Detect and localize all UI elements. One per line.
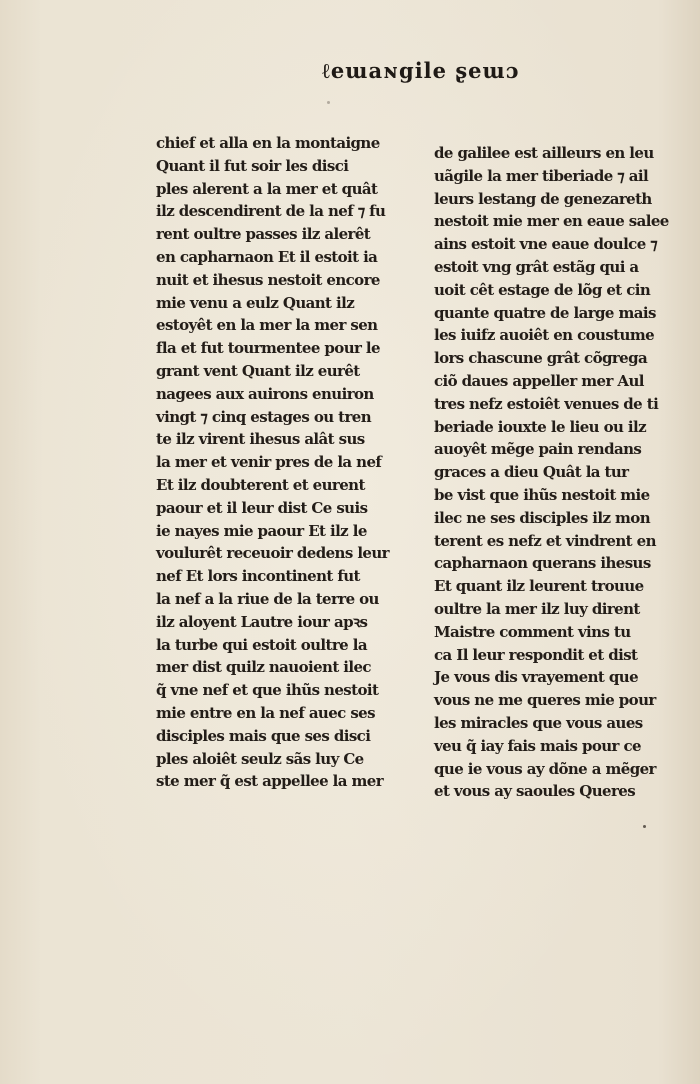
text-line: nestoit mie mer en eaue salee [434,212,669,231]
text-line: voulurêt receuoir dedens leur [156,544,389,563]
text-line: vingt ⁊ cinq estages ou tren [156,407,372,426]
text-line: ples alerent a la mer et quât [156,179,378,198]
text-line: rent oultre passes ilz alerêt [156,225,371,244]
text-line: ilz descendirent de la nef ⁊ fu [156,202,386,221]
text-line: nef Et lors incontinent fut [156,567,360,586]
text-line: ples aloiêt seulz sãs luy Ce [156,749,364,768]
text-line: Je vous dis vrayement que [434,668,639,687]
text-line: terent es nefz et vindrent en [434,531,656,550]
text-line: graces a dieu Quât la tur [434,463,629,482]
text-line: uoit cêt estage de lõg et cin [434,280,651,299]
text-line: lors chascune grât cõgrega [434,349,648,368]
text-line: Et ilz doubterent et eurent [156,475,365,494]
text-line: les miracles que vous aues [434,713,643,732]
text-line: mie entre en la nef auec ses [156,703,375,722]
right-text-column [434,142,669,803]
text-line: nuit et ihesus nestoit encore [156,270,380,289]
text-line: ciõ daues appeller mer Aul [434,371,644,390]
text-line: nagees aux auirons enuiron [156,384,374,403]
text-line: ie nayes mie paour Et ilz le [156,521,367,540]
text-line: ilec ne ses disciples ilz mon [434,508,651,527]
text-line: leurs lestang de genezareth [434,189,652,208]
text-line: quante quatre de large mais [434,303,656,322]
text-line: et vous ay saoules Queres [434,782,636,801]
text-line: Et quant ilz leurent trouue [434,577,644,596]
text-line: vous ne me queres mie pour [434,691,656,710]
text-line: estoit vng grât estãg qui a [434,257,639,276]
text-line: disciples mais que ses disci [156,726,371,745]
text-line: capharnaon querans ihesus [434,554,651,573]
text-line: oultre la mer ilz luy dirent [434,599,640,618]
ink-speck [327,101,330,104]
text-line: uãgile la mer tiberiade ⁊ ail [434,166,649,185]
text-line: de galilee est ailleurs en leu [434,144,654,162]
text-line: ste mer q̃ est appellee la mer [156,772,384,791]
text-line: les iuifz auoiêt en coustume [434,326,655,345]
text-line: fla et fut tourmentee pour le [156,339,380,358]
text-line: Maistre comment vins tu [434,622,631,641]
text-line: mer dist quilz nauoient ilec [156,658,371,677]
left-text-column [156,132,388,793]
text-line: ains estoit vne eaue doulce ⁊ [434,235,658,254]
text-line: la mer et venir pres de la nef [156,453,382,472]
text-line: ca Il leur respondit et dist [434,645,638,664]
text-line: ilz aloyent Lautre iour apꝛs [156,612,368,631]
text-line: chief et alla en la montaigne [156,134,380,152]
text-line: paour et il leur dist Ce suis [156,498,368,517]
text-line: auoyêt mẽge pain rendans [434,440,642,459]
text-line: la nef a la riue de la terre ou [156,589,379,608]
text-line: que ie vous ay dõne a mẽger [434,759,656,778]
running-head: ℓeɯaɴgile ʂeɯɔ [322,58,520,83]
text-line: veu q̃ iay fais mais pour ce [434,736,641,755]
text-line: be vist que ihũs nestoit mie [434,485,650,504]
text-line: en capharnaon Et il estoit ia [156,247,378,266]
text-line: beriade iouxte le lieu ou ilz [434,417,647,436]
text-line: q̃ vne nef et que ihũs nestoit [156,681,379,700]
text-line: grant vent Quant ilz eurêt [156,361,360,380]
ink-speck [643,825,646,828]
text-line: mie venu a eulz Quant ilz [156,293,355,312]
text-line: Quant il fut soir les disci [156,156,349,175]
text-line: la turbe qui estoit oultre la [156,635,367,654]
text-line: te ilz virent ihesus alât sus [156,430,365,449]
text-line: tres nefz estoiêt venues de ti [434,394,659,413]
text-line: estoyêt en la mer la mer sen [156,316,378,335]
